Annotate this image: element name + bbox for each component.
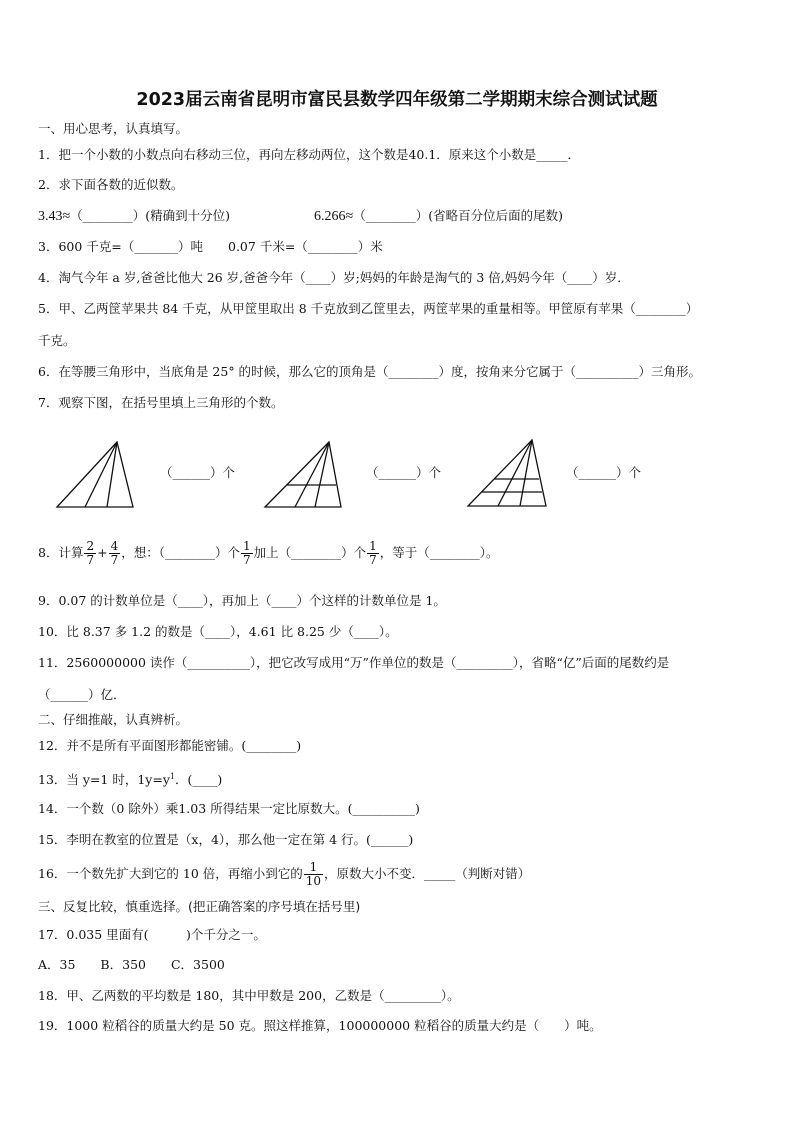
question-14: 14．一个数（0 除外）乘1.03 所得结果一定比原数大。(__________)	[38, 801, 420, 816]
triangle-3-answer-blank: （______）个	[566, 465, 642, 480]
fraction-denominator: 7	[369, 553, 377, 567]
question-19: 19．1000 粒稻谷的质量大约是 50 克。照这样推算，100000000 粒稻谷的质量大约是（ ）吨。	[38, 1018, 602, 1033]
q2b-blank: （________）(省略百分位后面的尾数)	[353, 208, 563, 223]
fraction-numerator: 1	[304, 861, 323, 875]
q2a-blank: （________）(精确到十分位)	[70, 208, 230, 223]
q8-middle-1: ，想：（________）个	[121, 545, 240, 560]
fraction-numerator: 4	[110, 539, 119, 553]
q8-ending: ，等于（________）。	[379, 545, 499, 560]
fraction-denominator: 7	[242, 553, 251, 567]
q8-fraction-3	[241, 540, 253, 567]
fraction-denominator: 7	[110, 553, 119, 567]
q13-blank: ．(____)	[175, 772, 223, 788]
q8-prefix: 8．计算	[38, 545, 84, 560]
q8-fraction-1	[84, 540, 96, 567]
question-5-line-1: 5．甲、乙两筐苹果共 84 千克，从甲筐里取出 8 千克放到乙筐里去，两筐苹果的重量相等。甲筐原有苹果（________）	[38, 301, 699, 316]
triangle-2-answer-blank: （______）个	[366, 465, 442, 480]
fraction-denominator: 7	[86, 553, 95, 567]
q13-exponent: 1	[169, 772, 175, 781]
q8-plus-sign: +	[97, 545, 108, 560]
question-2-parts	[38, 207, 764, 226]
fraction-numerator: 2	[86, 539, 95, 553]
question-4: 4．淘气今年 a 岁,爸爸比他大 26 岁,爸爸今年（____）岁;妈妈的年龄是淘气的 3 倍,妈妈今年（____）岁．	[38, 270, 630, 285]
q16-text: 16．一个数先扩大到它的 10 倍，再缩小到它的	[38, 866, 303, 881]
q2b-number: 6.266≈	[314, 209, 354, 224]
question-11-line-2: （______）亿．	[38, 687, 126, 702]
q16-fraction	[304, 861, 323, 888]
triangle-figure-3	[466, 438, 550, 510]
fraction-denominator: 10	[305, 874, 322, 888]
question-13	[38, 768, 764, 789]
triangle-1-answer-blank: （______）个	[160, 465, 236, 480]
question-2: 2．求下面各数的近似数。	[38, 177, 184, 192]
question-1: 1．把一个小数的小数点向右移动三位，再向左移动两位，这个数是40.1．原来这个小数是_____．	[38, 147, 581, 162]
q13-text: 13．当 y=1 时，1y=y	[38, 772, 170, 788]
question-8	[38, 536, 764, 572]
question-16	[38, 857, 764, 893]
q16-ending: ，原数大小不变．_____（判断对错）	[324, 866, 531, 881]
q8-middle-2: 加上（________）个	[253, 545, 367, 560]
question-18: 18．甲、乙两数的平均数是 180，其中甲数是 200，乙数是（_________）。	[38, 988, 460, 1003]
question-3: 3．600 千克=（_______）吨 0.07 千米=（________）米	[38, 239, 383, 254]
question-5-line-2: 千克。	[38, 333, 76, 348]
question-7: 7．观察下图，在括号里填上三角形的个数。	[38, 395, 284, 410]
q8-fraction-2	[109, 540, 121, 567]
question-10: 10．比 8.37 多 1.2 的数是（____），4.61 比 8.25 少（____）。	[38, 624, 398, 639]
section-3-heading: 三、反复比较，慎重选择。(把正确答案的序号填在括号里)	[38, 899, 361, 914]
question-15: 15．李明在教室的位置是（x，4），那么他一定在第 4 行。(______)	[38, 832, 414, 847]
triangle-figure-1	[55, 440, 135, 510]
triangle-figure-2	[263, 440, 343, 510]
q2a-number: 3.43≈	[38, 209, 71, 224]
question-17-options: A．35 B．350 C．3500	[38, 957, 225, 972]
fraction-numerator: 1	[242, 539, 251, 553]
section-2-heading: 二、仔细推敲，认真辨析。	[38, 712, 189, 727]
fraction-numerator: 1	[369, 539, 377, 553]
question-17: 17．0.035 里面有( )个千分之一。	[38, 927, 266, 942]
section-1-heading: 一、用心思考，认真填写。	[38, 121, 189, 136]
question-6: 6．在等腰三角形中，当底角是 25° 的时候，那么它的顶角是（________）度，按角来分它属于（__________）三角形。	[38, 364, 702, 379]
q8-fraction-4	[367, 540, 379, 567]
question-9: 9．0.07 的计数单位是（____），再加上（____）个这样的计数单位是 1。	[38, 593, 446, 608]
exam-title: 2023届云南省昆明市富民县数学四年级第二学期期末综合测试试题	[136, 90, 658, 110]
question-11-line-1: 11．2560000000 读作（__________），把它改写成用“万”作单位的数是（_________），省略“亿”后面的尾数约是	[38, 655, 670, 670]
question-12: 12．并不是所有平面图形都能密铺。(________)	[38, 738, 302, 753]
